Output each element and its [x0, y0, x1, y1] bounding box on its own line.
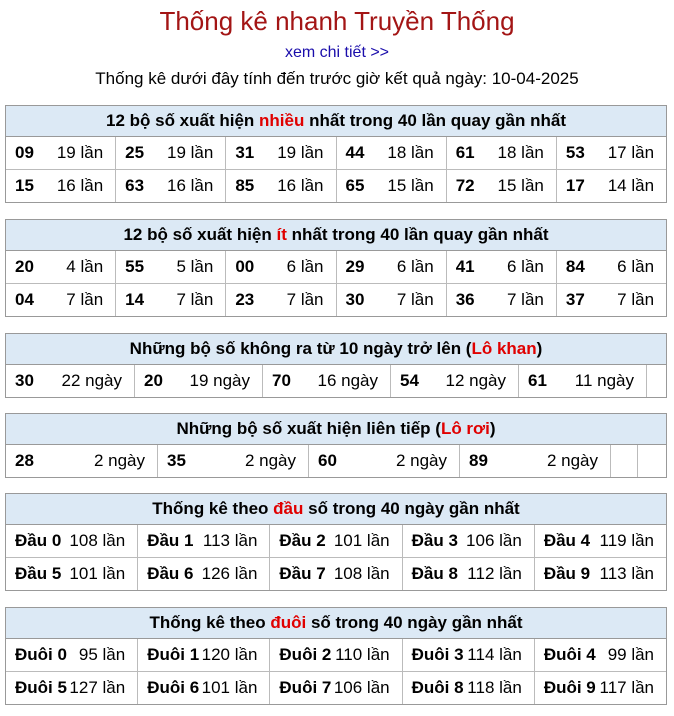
count-label: 18 lần — [387, 143, 434, 162]
number-label: 70 — [272, 371, 291, 390]
stat-cell — [134, 365, 262, 397]
number-label: 44 — [345, 143, 365, 162]
empty-cell — [646, 365, 666, 397]
count-label: 108 lần — [333, 564, 390, 583]
stat-cell — [6, 558, 137, 590]
number-label: Đuôi 3 — [411, 645, 464, 664]
duoi-stats-header: Thống kê theo đuôi số trong 40 ngày gần nhất — [6, 608, 666, 639]
table-row — [6, 365, 666, 397]
dau-stats-header: Thống kê theo đầu số trong 40 ngày gần nhất — [6, 494, 666, 525]
view-details-link[interactable]: xem chi tiết >> — [284, 44, 390, 61]
number-label: 84 — [565, 257, 585, 276]
stat-cell — [6, 284, 115, 316]
number-label: 35 — [167, 451, 186, 470]
number-label: Đuôi 5 — [15, 678, 67, 697]
stat-cell — [336, 137, 446, 169]
number-label: 25 — [125, 143, 145, 162]
count-label: 6 lần — [617, 257, 655, 276]
stat-cell — [6, 525, 137, 557]
count-label: 106 lần — [466, 531, 522, 550]
count-label: 6 lần — [506, 257, 544, 276]
count-label: 12 ngày — [445, 371, 506, 390]
stat-cell — [556, 284, 666, 316]
table-row — [6, 525, 666, 557]
stat-cell — [225, 170, 335, 202]
stat-cell — [6, 170, 115, 202]
stat-cell — [534, 639, 666, 671]
number-label: 20 — [15, 257, 34, 276]
stat-cell — [446, 137, 556, 169]
lo-khan-table — [5, 333, 667, 398]
count-label: 7 lần — [286, 290, 324, 309]
count-label: 7 lần — [176, 290, 214, 309]
stat-cell — [556, 251, 666, 283]
count-label: 114 lần — [467, 645, 522, 664]
stat-cell — [269, 525, 401, 557]
number-label: 15 — [15, 176, 34, 195]
table-row — [6, 137, 666, 169]
number-label: 60 — [318, 451, 337, 470]
stat-cell — [556, 137, 666, 169]
number-label: Đuôi 8 — [411, 678, 464, 697]
stat-cell — [446, 251, 556, 283]
count-label: 126 lần — [201, 564, 258, 583]
number-label: 85 — [235, 176, 255, 195]
stat-cell — [269, 558, 401, 590]
least-frequent-table — [5, 219, 667, 317]
stat-cell — [115, 137, 225, 169]
stat-cell — [269, 672, 401, 704]
count-label: 127 lần — [69, 678, 126, 697]
lo-roi-header: Những bộ số xuất hiện liên tiếp (Lô rơi) — [6, 414, 666, 445]
count-label: 22 ngày — [61, 371, 122, 390]
number-label: Đầu 5 — [15, 564, 62, 583]
lo-khan-header: Những bộ số không ra từ 10 ngày trở lên (Lô khan) — [6, 334, 666, 365]
count-label: 95 lần — [78, 645, 126, 664]
count-label: 2 ngày — [244, 451, 296, 470]
stat-cell — [336, 251, 446, 283]
count-label: 7 lần — [66, 290, 104, 309]
count-label: 19 lần — [56, 143, 104, 162]
stat-cell — [225, 251, 335, 283]
stat-cell — [225, 137, 335, 169]
number-label: Đầu 6 — [147, 564, 194, 583]
stat-cell — [6, 672, 137, 704]
number-label: Đầu 1 — [147, 531, 194, 550]
number-label: Đuôi 2 — [279, 645, 332, 664]
most-frequent-table — [5, 105, 667, 203]
stat-cell — [225, 284, 335, 316]
stat-cell — [137, 525, 269, 557]
number-label: 41 — [455, 257, 475, 276]
number-label: Đầu 4 — [543, 531, 591, 550]
stat-cell — [402, 558, 534, 590]
empty-cell — [637, 445, 664, 477]
count-label: 119 lần — [599, 531, 655, 550]
number-label: 20 — [144, 371, 163, 390]
number-label: Đuôi 6 — [147, 678, 200, 697]
count-label: 14 lần — [607, 176, 655, 195]
table-row — [6, 557, 666, 590]
number-label: 55 — [125, 257, 145, 276]
stat-cell — [6, 137, 115, 169]
most-frequent-header: 12 bộ số xuất hiện nhiều nhất trong 40 lần quay gần nhất — [6, 106, 666, 137]
number-label: 89 — [469, 451, 488, 470]
number-label: Đầu 8 — [411, 564, 458, 583]
number-label: Đầu 2 — [279, 531, 326, 550]
stat-cell — [115, 251, 225, 283]
page-title: Thống kê nhanh Truyền Thống — [159, 6, 515, 36]
count-label: 6 lần — [396, 257, 434, 276]
count-label: 19 ngày — [189, 371, 250, 390]
count-label: 17 lần — [607, 143, 655, 162]
count-label: 118 lần — [467, 678, 522, 697]
number-label: 31 — [235, 143, 255, 162]
number-label: 54 — [400, 371, 419, 390]
dau-stats-table — [5, 493, 667, 591]
number-label: 61 — [455, 143, 475, 162]
stat-cell — [6, 251, 115, 283]
count-label: 18 lần — [497, 143, 544, 162]
table-row — [6, 251, 666, 283]
stat-cell — [556, 170, 666, 202]
number-label: Đầu 0 — [15, 531, 62, 550]
number-label: 23 — [235, 290, 255, 309]
table-row — [6, 169, 666, 202]
table-row — [6, 283, 666, 316]
number-label: Đầu 9 — [543, 564, 591, 583]
stat-cell — [446, 170, 556, 202]
number-label: 65 — [345, 176, 365, 195]
stat-cell — [402, 672, 534, 704]
number-label: 00 — [235, 257, 255, 276]
number-label: 09 — [15, 143, 34, 162]
number-label: 17 — [565, 176, 585, 195]
number-label: Đuôi 1 — [147, 645, 200, 664]
count-label: 4 lần — [66, 257, 104, 276]
count-label: 110 lần — [335, 645, 390, 664]
table-row — [6, 445, 666, 477]
stat-cell — [402, 639, 534, 671]
count-label: 5 lần — [176, 257, 214, 276]
count-label: 15 lần — [387, 176, 434, 195]
number-label: Đuôi 9 — [543, 678, 596, 697]
table-row — [6, 639, 666, 671]
empty-cell — [610, 445, 637, 477]
stat-cell — [137, 558, 269, 590]
count-label: 7 lần — [617, 290, 655, 309]
stat-cell — [115, 284, 225, 316]
count-label: 113 lần — [599, 564, 655, 583]
count-label: 16 lần — [167, 176, 214, 195]
stat-cell — [402, 525, 534, 557]
count-label: 101 lần — [333, 531, 390, 550]
lo-roi-table — [5, 413, 667, 478]
number-label: 53 — [565, 143, 585, 162]
number-label: 37 — [565, 290, 585, 309]
number-label: 61 — [528, 371, 547, 390]
stat-cell — [157, 445, 308, 477]
least-frequent-header: 12 bộ số xuất hiện ít nhất trong 40 lần quay gần nhất — [6, 220, 666, 251]
stat-cell — [6, 639, 137, 671]
count-label: 106 lần — [333, 678, 390, 697]
stat-cell — [518, 365, 646, 397]
number-label: Đuôi 4 — [543, 645, 596, 664]
count-label: 108 lần — [69, 531, 126, 550]
number-label: Đầu 7 — [279, 564, 326, 583]
number-label: 30 — [345, 290, 365, 309]
count-label: 16 lần — [277, 176, 324, 195]
number-label: 14 — [125, 290, 145, 309]
count-label: 117 lần — [599, 678, 655, 697]
count-label: 16 lần — [56, 176, 104, 195]
stat-cell — [446, 284, 556, 316]
number-label: 63 — [125, 176, 145, 195]
duoi-stats-table — [5, 607, 667, 705]
stat-cell — [534, 525, 666, 557]
stat-cell — [459, 445, 610, 477]
number-label: 36 — [455, 290, 475, 309]
count-label: 120 lần — [201, 645, 258, 664]
stat-cell — [336, 170, 446, 202]
count-label: 112 lần — [467, 564, 522, 583]
count-label: 2 ngày — [546, 451, 598, 470]
stat-cell — [336, 284, 446, 316]
number-label: Đuôi 0 — [15, 645, 67, 664]
count-label: 7 lần — [506, 290, 544, 309]
count-label: 15 lần — [497, 176, 544, 195]
number-label: Đuôi 7 — [279, 678, 332, 697]
count-label: 19 lần — [167, 143, 214, 162]
count-label: 11 ngày — [574, 371, 634, 390]
number-label: 30 — [15, 371, 34, 390]
count-label: 101 lần — [201, 678, 258, 697]
stat-cell — [6, 365, 134, 397]
count-label: 2 ngày — [93, 451, 145, 470]
count-label: 2 ngày — [395, 451, 447, 470]
stat-cell — [137, 639, 269, 671]
count-label: 7 lần — [396, 290, 434, 309]
stat-cell — [115, 170, 225, 202]
number-label: 28 — [15, 451, 34, 470]
count-label: 101 lần — [69, 564, 126, 583]
stat-cell — [534, 558, 666, 590]
number-label: Đầu 3 — [411, 531, 458, 550]
stat-cell — [390, 365, 518, 397]
number-label: 72 — [455, 176, 475, 195]
count-label: 6 lần — [286, 257, 324, 276]
stat-cell — [262, 365, 390, 397]
stat-cell — [269, 639, 401, 671]
number-label: 04 — [15, 290, 34, 309]
stat-cell — [6, 445, 157, 477]
stat-cell — [534, 672, 666, 704]
count-label: 113 lần — [202, 531, 258, 550]
stat-cell — [308, 445, 459, 477]
count-label: 16 ngày — [317, 371, 378, 390]
number-label: 29 — [345, 257, 365, 276]
table-row — [6, 671, 666, 704]
stat-cell — [137, 672, 269, 704]
count-label: 19 lần — [277, 143, 324, 162]
page-subtitle: Thống kê dưới đây tính đến trước giờ kết quả ngày: 10-04-2025 — [95, 69, 579, 88]
count-label: 99 lần — [607, 645, 655, 664]
